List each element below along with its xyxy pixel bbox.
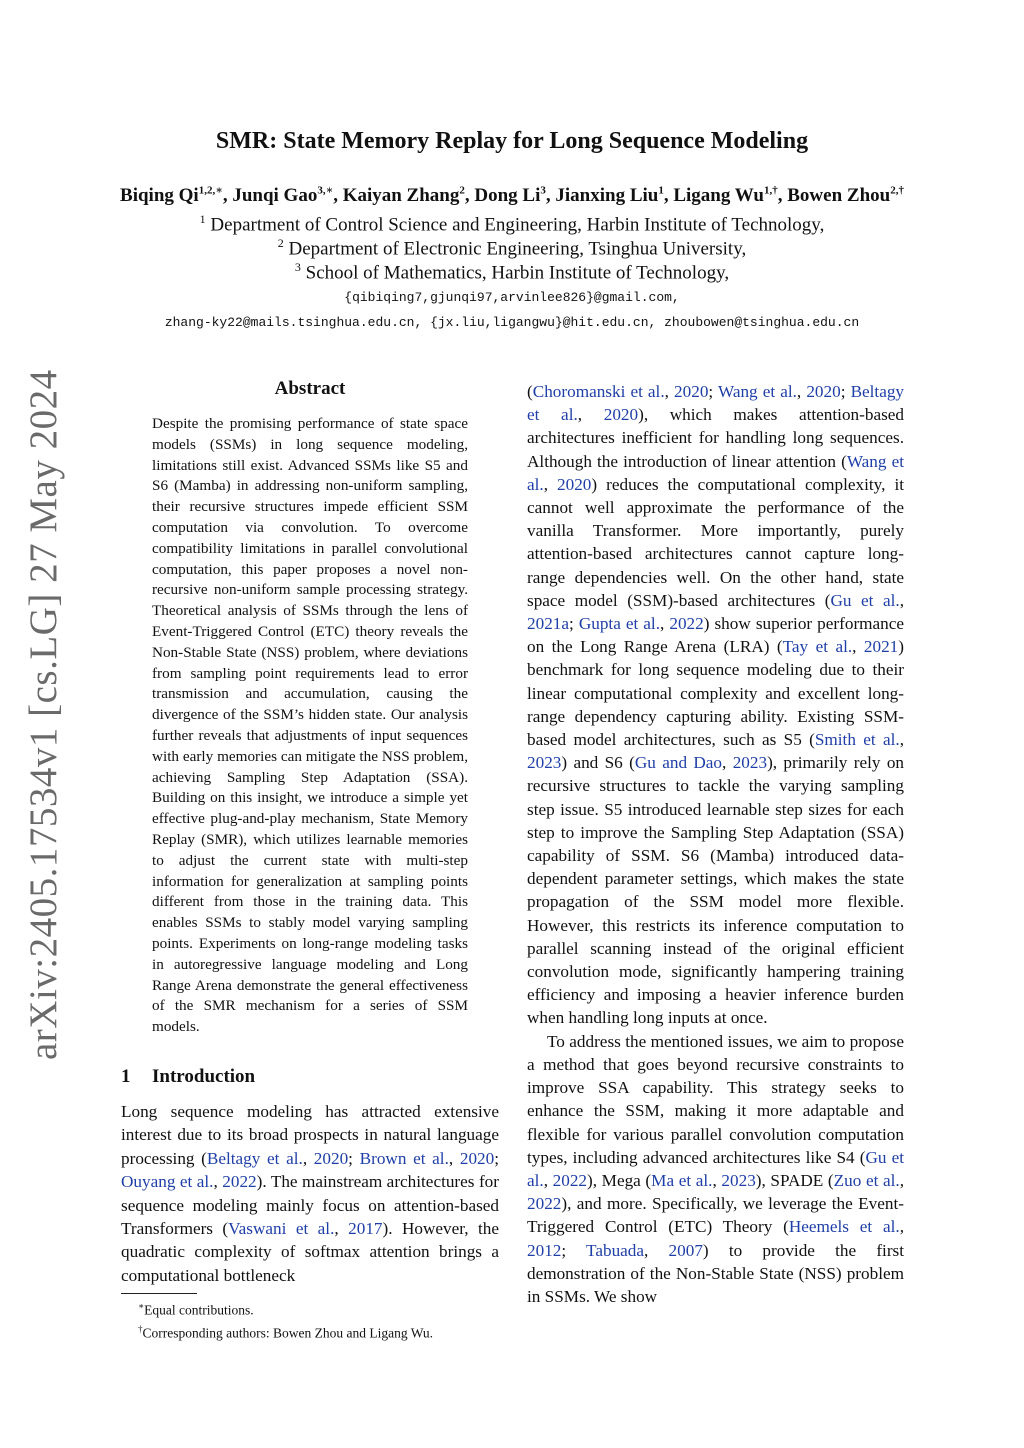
citation-link[interactable]: 2017: [348, 1219, 383, 1239]
author: Bowen Zhou$^{2,\dagger}$: [787, 185, 904, 207]
citation-link[interactable]: Wang et al.: [527, 451, 904, 494]
author: Dong Li$^3$,: [474, 185, 556, 207]
citation-link[interactable]: 2020: [806, 382, 841, 401]
citation-link[interactable]: Heemels et al.: [788, 1217, 900, 1237]
citation-link[interactable]: 2007: [668, 1240, 703, 1260]
introduction-paragraph: (Choromanski et al., 2020; Wang et al., 2020; Beltagy et al., 2020), which makes attention-based architectures inefficient for handling long sequences. Although the introduction of linear attention (Wang et al., 2020) reduces the computational complexity, it cannot well approximate the performance of the vanilla Transformer. More importantly, purely attention-based architectures cannot capture long-range dependencies well. On the other hand, state space model (SSM)-based architectures (Gu et al., 2021a; Gupta et al., 2022) show superior performance on the Long Range Arena (LRA) (Tay et al., 2021) benchmark for long sequence modeling due to their linear computational complexity and excellent long-range dependency capturing ability. Existing SSM-based model architectures, such as S5 (Smith et al., 2023) and S6 (Gu and Dao, 2023), primarily rely on recursive structures to tackle the varying sampling step issue. S5 introduced learnable step sizes for each step to improve the Sampling Step Adaptation (SSA) capability of SSM. S6 (Mamba) introduced data-dependent parameter settings, which makes the state propagation of the SSM model more flexible. However, this restricts its inference computation to parallel scanning instead of the original efficient convolution mode, significantly hampering training efficiency and imposing a heavier inference burden when handling long inputs at once.: [527, 382, 905, 1028]
citation-link[interactable]: Gu et al.: [527, 1147, 904, 1190]
citation-link[interactable]: Beltagy et al.: [527, 382, 905, 425]
author: Biqing $Qi^{1,2,∗}$,: [120, 185, 233, 207]
author-emails: {qibiqing7,gjunqi97,arvinlee826}@gmail.com,: [344, 290, 680, 305]
citation-link[interactable]: 2021: [863, 637, 899, 657]
citation-link[interactable]: 2020: [557, 474, 592, 494]
author-emails: zhang-ky22@mails.tsinghua.edu.cn, {jx.liu,ligangwu}@hit.edu.cn, zhoubowen@tsinghua.edu.cn: [164, 315, 860, 330]
citation-link[interactable]: 2023: [721, 1170, 756, 1190]
citation-link[interactable]: Zuo et al.: [833, 1170, 900, 1190]
abstract-text: Despite the promising performance of state space models (SSMs) in long sequence modeling, limitations still exist. Advanced SSMs like S5 and S6 (Mamba) in addressing non-uniform sampling, their recursive structures impede efficient SSM computation via convolution. To overcome compatibility limitations in parallel convolutional computation, this paper proposes a novel non-recursive non-uniform sample processing strategy. Theoretical analysis of SSMs through the lens of Event-Triggered Control (ETC) theory reveals the Non-Stable State (NSS) problem, where deviations from sampling point requirements lead to error transmission and accumulation, causing the divergence of the SSM’s hidden state. Our analysis further reveals that adjustments of input sequences with early memories can mitigate the NSS problem, achieving Sampling Step Adaptation (SSA). Building on this insight, we introduce a simple yet effective plug-and-play mechanism, State Memory Replay (SMR), which utilizes learnable memories to adjust the current state with multi-step information for generalization at sampling points different from those in the training data. This enables SSMs to stably model varying sampling points. Experiments on long-range modeling tasks in autoregressive language modeling and Long Range Arena demonstrate the general effectiveness of the SMR mechanism for a series of SSM models.: [152, 415, 468, 1036]
citation-link[interactable]: Ma et al.: [651, 1170, 713, 1190]
footnotes: [138, 1297, 518, 1342]
citation-link[interactable]: 2023: [732, 753, 768, 773]
author-list: [0, 184, 1024, 207]
author: Kaiyan Zhang$^2$,: [342, 185, 475, 207]
citation-link[interactable]: 2022: [527, 1194, 562, 1214]
affiliation: $^3$ School of Mathematics, Harbin Institute of Technology,: [294, 260, 730, 284]
citation-link[interactable]: Gupta et al.: [578, 614, 661, 634]
citation-link[interactable]: 2020: [313, 1148, 349, 1168]
abstract-heading: Abstract: [274, 378, 346, 399]
citation-link[interactable]: 2012: [527, 1240, 562, 1260]
citation-link[interactable]: 2021a: [527, 614, 570, 634]
citation-link[interactable]: 2022: [552, 1170, 588, 1190]
citation-link[interactable]: Tay et al.: [782, 637, 853, 657]
citation-link[interactable]: Gu et al.: [830, 590, 900, 610]
citation-link[interactable]: Vaswani et al.: [228, 1219, 335, 1239]
citation-link[interactable]: 2020: [603, 405, 639, 425]
paper-title: SMR: State Memory Replay for Long Sequence Modeling: [215, 128, 809, 154]
citation-link[interactable]: Ouyang et al.: [121, 1172, 214, 1192]
citation-link[interactable]: Smith et al.: [814, 730, 900, 750]
citation-link[interactable]: Wang et al.: [717, 382, 797, 401]
introduction-left-paragraph: Long sequence modeling has attracted extensive interest due to its broad prospects in natural language processing (Beltagy et al., 2020; Brown et al., 2020; Ouyang et al., 2022). The mainstream architectures for sequence modeling mainly focus on attention-based Transformers (Vaswani et al., 2017). However, the quadratic complexity of softmax attention brings a computational bottleneck: [121, 1102, 500, 1285]
introduction-right-column: [527, 380, 904, 1308]
section-heading-introduction: 1 Introduction: [121, 1066, 256, 1087]
citation-link[interactable]: 2023: [527, 753, 562, 773]
introduction-paragraph: To address the mentioned issues, we aim to propose a method that goes beyond recursive constraints to improve SSA capability. This strategy seeks to enhance the SSM, making it more adaptable and flexible for various parallel convolution computation types, including advanced architectures like S4 (Gu et al., 2022), Mega (Ma et al., 2023), SPADE (Zuo et al., 2022), and more. Specifically, we leverage the Event-Triggered Control (ETC) Theory (Heemels et al., 2012; Tabuada, 2007) to provide the first demonstration of the Non-Stable State (NSS) problem in SSMs. We show: [527, 1031, 905, 1306]
footnote: †Corresponding authors: Bowen Zhou and Ligang Wu.: [138, 1323, 434, 1340]
citation-link[interactable]: Gu and Dao: [634, 753, 723, 773]
citation-link[interactable]: Beltagy et al.: [206, 1148, 303, 1168]
footnote: ∗Equal contributions.: [138, 1301, 254, 1318]
citation-link[interactable]: Tabuada: [586, 1240, 645, 1260]
citation-link[interactable]: 2022: [669, 614, 704, 634]
citation-link[interactable]: 2020: [459, 1148, 495, 1168]
citation-link[interactable]: Brown et al.: [359, 1148, 449, 1168]
affiliation: $^2$ Department of Electronic Engineering, Tsinghua University,: [277, 236, 747, 260]
citation-link[interactable]: 2020: [674, 382, 709, 401]
footnote-divider: [121, 1293, 197, 1294]
affiliation: $^1$ Department of Control Science and Engineering, Harbin Institute of Technology,: [199, 212, 825, 236]
author: Ligang $Wu^{1,\dagger}$,: [673, 185, 788, 207]
citation-link[interactable]: Choromanski et al.: [532, 382, 665, 401]
arxiv-identifier-stamp[interactable]: arXiv:2405.17534v1 [cs.LG] 27 May 2024: [22, 369, 65, 1060]
citation-link[interactable]: 2022: [222, 1172, 257, 1192]
author: Jianxing Liu$^1$,: [555, 185, 674, 207]
author: Junqi Gao$^{3,∗}$,: [232, 185, 343, 207]
